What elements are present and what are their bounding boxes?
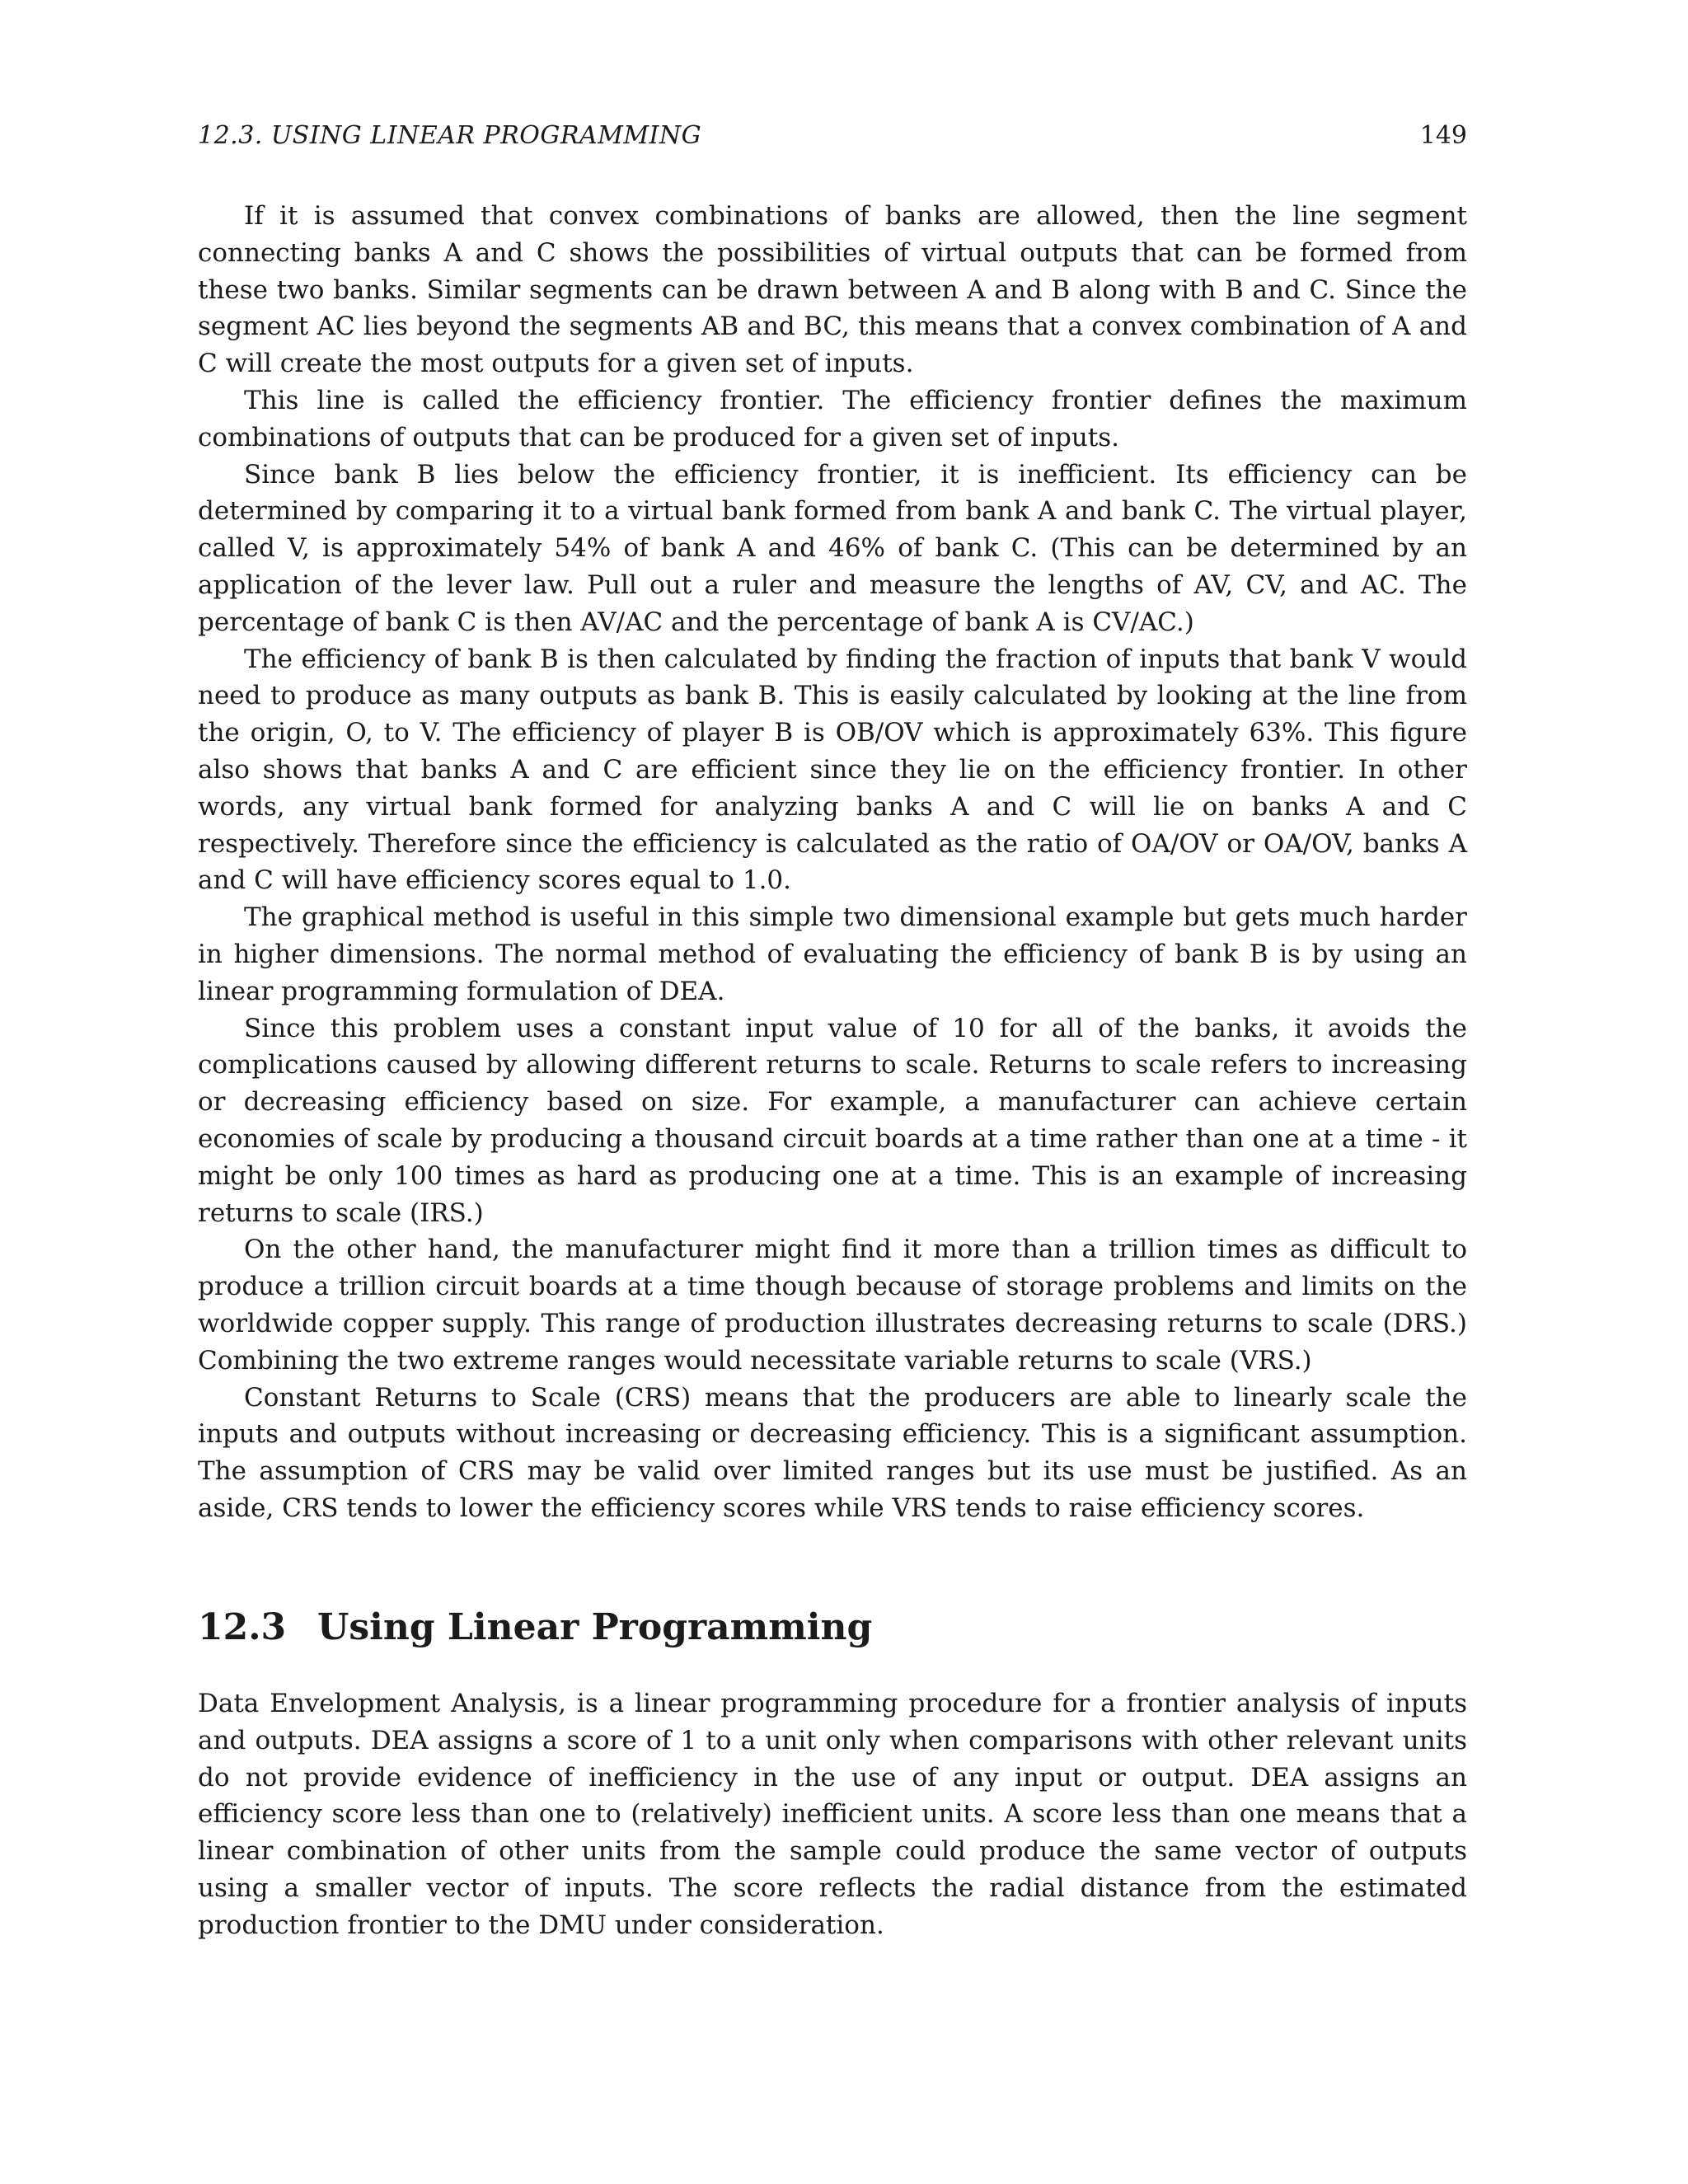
paragraph: Since bank B lies below the efficiency frontier, it is inefficient. Its efficiency can be determined by comparing it to a virtual bank formed from bank A and bank C. The virtual player, called V, is approximately 54% of bank A and 46% of bank C. (This can be determined by an application of the lever law. Pull out a ruler and measure the lengths of AV, CV, and AC. The percentage of bank C is then AV/AC and the percentage of bank A is CV/AC.) [198,459,1467,637]
paragraph: On the other hand, the manufacturer might find it more than a trillion times as difficult to produce a trillion circuit boards at a time though because of storage problems and limits on the worldwide copper supply. This range of production illustrates decreasing returns to scale (DRS.) Combining the two extreme ranges would necessitate variable returns to scale (VRS.) [198,1235,1467,1376]
section-number: 12.3 [198,1606,287,1648]
section-paragraph: Data Envelopment Analysis, is a linear programming procedure for a frontier analysis of inputs and outputs. DEA assigns a score of 1 to a unit only when comparisons with other relevant units do not provide evidence of inefficiency in the use of any input or output. DEA assigns an efficiency score less than one to (relatively) inefficient units. A score less than one means that a linear combination of other units from the sample could produce the same vector of outputs using a smaller vector of inputs. The score reflects the radial distance from the estimated production frontier to the DMU under consideration. [198,1689,1467,1940]
paragraph: Since this problem uses a constant input value of 10 for all of the banks, it avoids the complications caused by allowing different returns to scale. Returns to scale refers to increasing or decreasing efficiency based on size. For example, a manufacturer can achieve certain economies of scale by producing a thousand circuit boards at a time rather than one at a time - it might be only 100 times as hard as producing one at a time. This is an example of increasing returns to scale (IRS.) [198,1013,1467,1228]
running-head-title: 12.3. USING LINEAR PROGRAMMING [198,121,702,150]
section-title: Using Linear Programming [317,1606,873,1648]
paragraph: Constant Returns to Scale (CRS) means that the producers are able to linearly scale the inputs and outputs without increasing or decreasing efficiency. This is a significant assumption. The assumption of CRS may be valid over limited ranges but its use must be justified. As an aside, CRS tends to lower the efficiency scores while VRS tends to raise efficiency scores. [198,1382,1467,1523]
body-text [198,198,1467,1527]
running-head [198,115,1467,157]
section-heading [198,1595,1467,1661]
section-body [198,1685,1467,1944]
paragraph: The graphical method is useful in this simple two dimensional example but gets much harder in higher dimensions. The normal method of evaluating the efficiency of bank B is by using an linear programming formulation of DEA. [198,902,1467,1006]
paragraph: If it is assumed that convex combinations of banks are allowed, then the line segment connecting banks A and C shows the possibilities of virtual outputs that can be formed from these two banks. Similar segments can be drawn between A and B along with B and C. Since the segment AC lies beyond the segments AB and BC, this means that a convex combination of A and C will create the most outputs for a given set of inputs. [198,201,1467,379]
page-number: 149 [1419,121,1467,150]
paragraph: This line is called the efficiency frontier. The efficiency frontier defines the maximum combinations of outputs that can be produced for a given set of inputs. [198,385,1467,452]
paragraph: The efficiency of bank B is then calculated by finding the fraction of inputs that bank V would need to produce as many outputs as bank B. This is easily calculated by looking at the line from the origin, O, to V. The efficiency of player B is OB/OV which is approximately 63%. This figure also shows that banks A and C are efficient since they lie on the efficiency frontier. In other words, any virtual bank formed for analyzing banks A and C will lie on banks A and C respectively. Therefore since the efficiency is calculated as the ratio of OA/OV or OA/OV, banks A and C will have efficiency scores equal to 1.0. [198,644,1467,896]
